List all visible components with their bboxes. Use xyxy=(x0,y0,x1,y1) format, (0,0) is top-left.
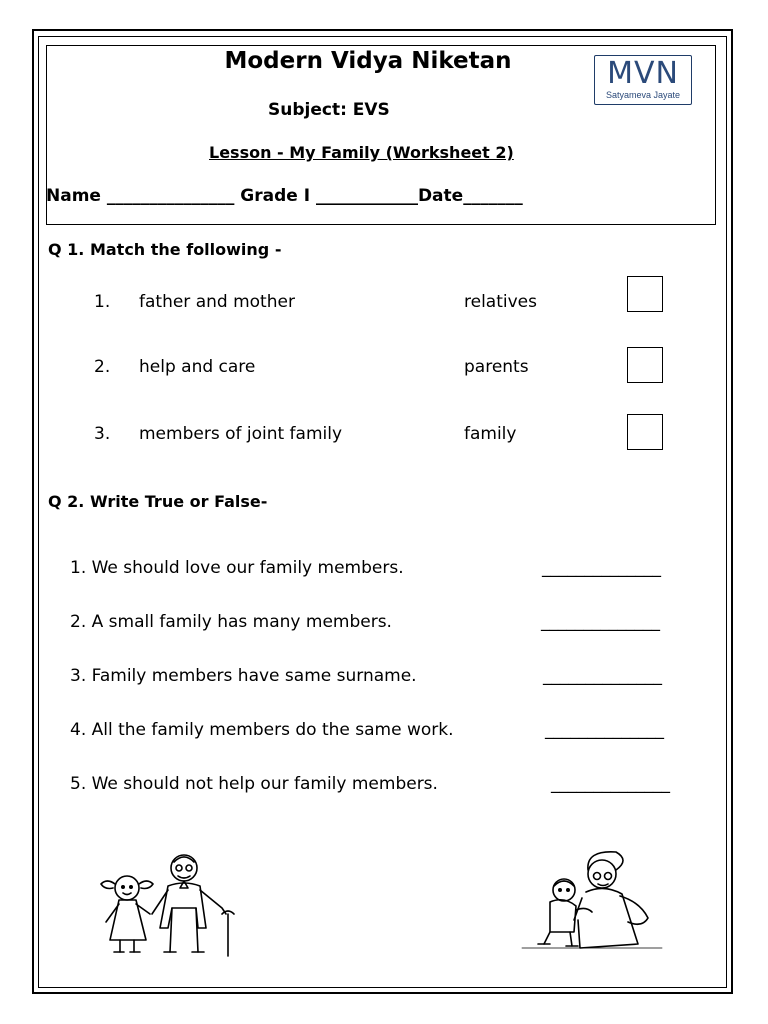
q2-heading: Q 2. Write True or False- xyxy=(48,492,268,511)
logo-tagline: Satyameva Jayate xyxy=(605,90,681,100)
q1-heading: Q 1. Match the following - xyxy=(48,240,282,259)
q1-item-2-number: 2. xyxy=(94,357,111,377)
q1-item-3-number: 3. xyxy=(94,424,111,444)
q1-item-1-number: 1. xyxy=(94,292,111,312)
q2-item-1-blank[interactable]: ______________ xyxy=(542,558,661,578)
q2-item-5-blank[interactable]: ______________ xyxy=(551,774,670,794)
q2-item-5-text: 5. We should not help our family members. xyxy=(70,774,438,794)
q1-answer-box-2[interactable] xyxy=(627,347,663,383)
mvn-logo xyxy=(594,55,692,105)
q2-item-4-text: 4. All the family members do the same work. xyxy=(70,720,454,740)
school-name-text: Modern Vidya Niketan xyxy=(224,48,512,74)
q2-item-1-text: 1. We should love our family members. xyxy=(70,558,404,578)
q1-item-1-left: father and mother xyxy=(139,292,295,312)
q2-item-4-blank[interactable]: ______________ xyxy=(545,720,664,740)
q2-item-2-blank[interactable]: ______________ xyxy=(541,612,660,632)
logo-letters: MVN xyxy=(607,56,679,91)
lesson-title: Lesson - My Family (Worksheet 2) xyxy=(209,143,514,162)
q2-item-2-text: 2. A small family has many members. xyxy=(70,612,392,632)
q2-item-3-blank[interactable]: ______________ xyxy=(543,666,662,686)
q1-item-3-left: members of joint family xyxy=(139,424,343,444)
grandmother-hugging-child-illustration xyxy=(520,848,670,952)
subject-label: Subject: EVS xyxy=(268,100,390,120)
q1-item-1-right: relatives xyxy=(464,292,537,312)
girl-and-grandfather-illustration xyxy=(92,848,252,960)
q1-answer-box-1[interactable] xyxy=(627,276,663,312)
name-grade-date-row: Name _______________ Grade I ____________Date_______ xyxy=(46,186,523,206)
q1-item-2-left: help and care xyxy=(139,357,256,377)
q1-item-3-right: family xyxy=(464,424,517,444)
q1-item-2-right: parents xyxy=(464,357,529,377)
q1-answer-box-3[interactable] xyxy=(627,414,663,450)
q2-item-3-text: 3. Family members have same surname. xyxy=(70,666,417,686)
